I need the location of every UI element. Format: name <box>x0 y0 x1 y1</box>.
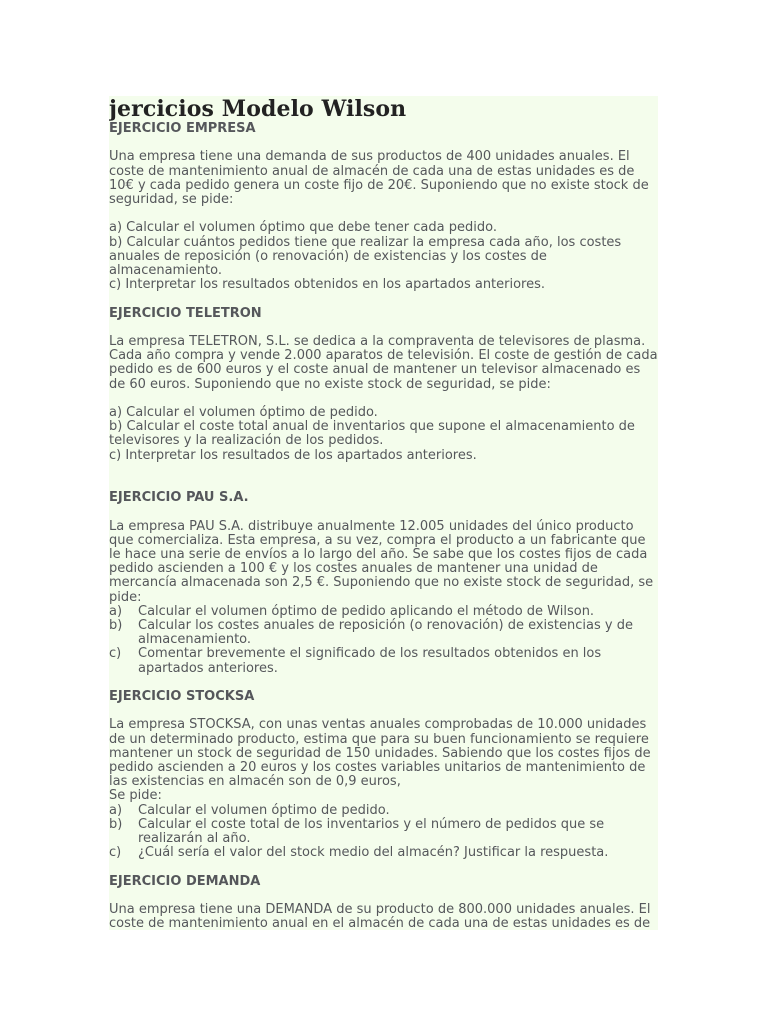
list-item-text: ¿Cuál sería el valor del stock medio del almacén? Justificar la respuesta. <box>138 845 609 861</box>
list-item: b) Calcular el coste total anual de inventarios que supone el almacenamiento de televisores y la realización de los pedidos. <box>109 419 635 449</box>
list-item: c) Interpretar los resultados de los apartados anteriores. <box>109 447 477 463</box>
list-item-text: Calcular el volumen óptimo de pedido. <box>138 802 390 818</box>
section-intro-demanda: Una empresa tiene una DEMANDA de su producto de 800.000 unidades anuales. El coste de mantenimiento anual en el almacén de cada una de estas unidades es de <box>109 902 651 930</box>
section-intro-empresa: Una empresa tiene una demanda de sus productos de 400 unidades anuales. El coste de mantenimiento anual de almacén de cada una de estas unidades es de 10€ y cada pedido genera un coste fijo de 20€. Suponiendo que no existe stock de seguridad, se pide: <box>109 149 649 207</box>
section-heading-empresa: EJERCICIO EMPRESA <box>109 121 256 136</box>
section-heading-stocksa: EJERCICIO STOCKSA <box>109 689 255 704</box>
list-item <box>109 619 658 647</box>
document-title: jercicios Modelo Wilson <box>109 96 407 122</box>
list-item <box>109 647 658 675</box>
section-heading-demanda: EJERCICIO DEMANDA <box>109 873 261 889</box>
list-item-text: Calcular los costes anuales de reposición (o renovación) de existencias y de almacenamiento. <box>138 618 633 648</box>
list-item: a) Calcular el volumen óptimo que debe tener cada pedido. <box>109 220 497 236</box>
list-item: c) Interpretar los resultados obtenidos en los apartados anteriores. <box>109 277 546 293</box>
list-item-text: Calcular el volumen óptimo de pedido aplicando el método de Wilson. <box>138 603 595 619</box>
list-item-label: a) <box>109 603 123 619</box>
list-item: a) Calcular el volumen óptimo de pedido. <box>109 404 378 420</box>
document-page <box>109 96 658 930</box>
list-item <box>109 846 658 860</box>
section-heading-teletron: EJERCICIO TELETRON <box>109 305 262 321</box>
list-item-label: b) <box>109 618 123 633</box>
section-intro-stocksa: La empresa STOCKSA, con unas ventas anuales comprobadas de 10.000 unidades de un determinado producto, estima que para su buen funcionamiento se requiere mantener un stock de seguridad de 150 unidades. Sabiendo que los costes fijos de pedido ascienden a 20 euros y los costes variables unitarios de mantenimiento de las existencias en almacén son de 0,9 euros, <box>109 717 651 790</box>
list-item-label: c) <box>109 646 122 662</box>
list-item-label: c) <box>109 845 122 861</box>
list-item-label: b) <box>109 816 123 832</box>
list-item-text: Comentar brevemente el significado de los resultados obtenidos en los apartados anteriores. <box>138 646 602 676</box>
list-item: b) Calcular cuántos pedidos tiene que realizar la empresa cada año, los costes anuales de reposición (o renovación) de existencias y los costes de almacenamiento. <box>109 234 622 278</box>
list-item <box>109 804 658 818</box>
section-intro-pau: La empresa PAU S.A. distribuye anualmente 12.005 unidades del único producto que comercializa. Esta empresa, a su vez, compra el producto a un fabricante que le hace una serie de envíos a lo largo del año. Se sabe que los costes fijos de cada pedido ascienden a 100 € y los costes anuales de mantener una unidad de mercancía almacenada son 2,5 €. Suponiendo que no existe stock de seguridad, se pide: <box>109 518 654 605</box>
list-item <box>109 818 658 846</box>
section-heading-pau: EJERCICIO PAU S.A. <box>109 490 249 506</box>
list-item-label: a) <box>109 802 123 818</box>
list-item-text: Calcular el coste total de los inventarios y el número de pedidos que se realizarán al año. <box>138 816 605 847</box>
list-item <box>109 605 658 619</box>
section-lead-stocksa: Se pide: <box>109 788 162 804</box>
section-intro-teletron: La empresa TELETRON, S.L. se dedica a la compraventa de televisores de plasma. Cada año compra y vende 2.000 aparatos de televisión. El coste de gestión de cada pedido es de 600 euros y el coste anual de mantener un televisor almacenado es de 60 euros. Suponiendo que no existe stock de seguridad, se pide: <box>109 333 658 392</box>
